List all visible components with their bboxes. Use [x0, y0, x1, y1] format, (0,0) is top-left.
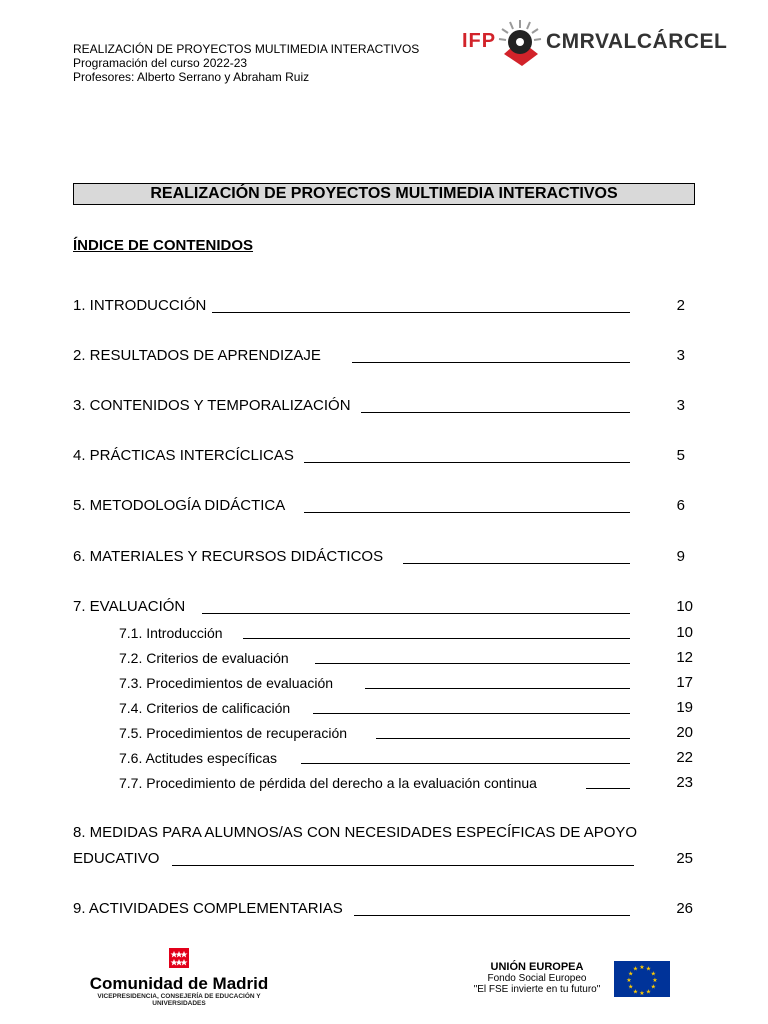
- toc-entry-label[interactable]: 4. PRÁCTICAS INTERCÍCLICAS: [73, 447, 294, 464]
- toc-leader: [352, 362, 630, 363]
- cmr-valcarcel-logo: [462, 18, 728, 68]
- svg-text:★: ★: [632, 965, 639, 973]
- toc-leader: [313, 713, 630, 714]
- svg-text:★: ★: [628, 970, 634, 978]
- toc-leader: [586, 788, 630, 789]
- toc-entry-page: 9: [676, 548, 685, 565]
- toc-entry-label[interactable]: 6. MATERIALES Y RECURSOS DIDÁCTICOS: [73, 548, 384, 565]
- toc-entry-page: 12: [676, 649, 693, 666]
- header-course-year: Programación del curso 2022-23: [73, 56, 248, 70]
- madrid-department-line1: VICEPRESIDENCIA, CONSEJERÍA DE EDUCACIÓN Y: [97, 993, 261, 1000]
- toc-subentry-label[interactable]: 7.6. Actitudes específicas: [119, 750, 277, 766]
- toc-entry-label[interactable]: 9. ACTIVIDADES COMPLEMENTARIAS: [73, 900, 343, 917]
- toc-leader: [315, 663, 630, 664]
- toc-subentry-label[interactable]: 7.2. Criterios de evaluación: [119, 650, 289, 666]
- toc-subentry-label[interactable]: 7.3. Procedimientos de evaluación: [119, 675, 334, 691]
- toc-leader: [301, 763, 630, 764]
- toc-entry-label[interactable]: 5. METODOLOGÍA DIDÁCTICA: [73, 497, 286, 514]
- toc-subentry-label[interactable]: 7.4. Criterios de calificación: [119, 700, 291, 716]
- svg-text:★: ★: [650, 983, 656, 991]
- toc-leader: [354, 915, 630, 916]
- toc-leader: [202, 613, 630, 614]
- toc-leader: [376, 738, 630, 739]
- toc-entry-page: 25: [676, 850, 693, 867]
- svg-text:★: ★: [639, 964, 645, 971]
- toc-subentry-label[interactable]: 7.1. Introducción: [119, 625, 223, 641]
- toc-leader: [361, 412, 630, 413]
- eu-flag-icon: [614, 961, 670, 997]
- eu-fund-name: Fondo Social Europeo: [487, 973, 587, 984]
- madrid-department-line2: UNIVERSIDADES: [152, 1000, 206, 1007]
- toc-leader: [212, 312, 630, 313]
- toc-entry-page: 3: [676, 397, 685, 414]
- logo-ifp-text: IFP: [462, 30, 497, 52]
- toc-leader: [304, 462, 630, 463]
- toc-entry-label[interactable]: 3. CONTENIDOS Y TEMPORALIZACIÓN: [73, 397, 351, 414]
- svg-text:★: ★: [652, 977, 658, 984]
- toc-entry-page: 26: [676, 900, 693, 917]
- toc-entry-page: 6: [676, 497, 685, 514]
- toc-subentry-label[interactable]: 7.7. Procedimiento de pérdida del derecho a la evaluación continua: [119, 775, 537, 791]
- svg-text:★: ★: [632, 988, 639, 996]
- comunidad-madrid-logo: [84, 948, 274, 1008]
- toc-entry-page: 5: [676, 447, 685, 464]
- toc-entry-page: 3: [676, 347, 685, 364]
- logo-gear-icon: [496, 18, 544, 68]
- toc-entry-label-continued[interactable]: EDUCATIVO: [73, 850, 160, 867]
- svg-text:★: ★: [645, 965, 652, 973]
- madrid-flag-icon: [169, 948, 189, 968]
- toc-entry-page: 20: [676, 724, 693, 741]
- svg-text:★: ★: [645, 988, 652, 996]
- eu-fse-block: [462, 962, 612, 995]
- svg-text:★: ★: [650, 970, 656, 978]
- toc-heading: ÍNDICE DE CONTENIDOS: [73, 237, 254, 254]
- toc-entry-page: 22: [676, 749, 693, 766]
- header-course-title: REALIZACIÓN DE PROYECTOS MULTIMEDIA INTERACTIVOS: [73, 42, 420, 56]
- svg-text:★: ★: [628, 983, 634, 991]
- toc-leader: [304, 512, 630, 513]
- madrid-name: Comunidad de Madrid: [89, 974, 269, 993]
- page-header: [73, 42, 419, 84]
- eu-title: UNIÓN EUROPEA: [490, 961, 584, 973]
- eu-slogan: "El FSE invierte en tu futuro": [473, 984, 601, 995]
- svg-text:★: ★: [626, 977, 632, 984]
- toc-entry-label[interactable]: 1. INTRODUCCIÓN: [73, 297, 207, 314]
- toc-entry-label[interactable]: 8. MEDIDAS PARA ALUMNOS/AS CON NECESIDADES ESPECÍFICAS DE APOYO: [73, 824, 638, 841]
- header-teachers: Profesores: Alberto Serrano y Abraham Ruiz: [73, 70, 310, 84]
- logo-cmr-text: CMRVALCÁRCEL: [546, 30, 728, 53]
- document-title: REALIZACIÓN DE PROYECTOS MULTIMEDIA INTERACTIVOS: [73, 183, 695, 205]
- toc-entry-page: 17: [676, 674, 693, 691]
- toc-entry-page: 10: [676, 624, 693, 641]
- toc-entry-label[interactable]: 7. EVALUACIÓN: [73, 598, 186, 615]
- toc-entry-page: 10: [676, 598, 693, 615]
- toc-leader: [172, 865, 634, 866]
- toc-subentry-label[interactable]: 7.5. Procedimientos de recuperación: [119, 725, 348, 741]
- toc-entry-label[interactable]: 2. RESULTADOS DE APRENDIZAJE: [73, 347, 321, 364]
- toc-entry-page: 2: [676, 297, 685, 314]
- toc-leader: [365, 688, 630, 689]
- toc-entry-page: 19: [676, 699, 693, 716]
- toc-leader: [243, 638, 630, 639]
- toc-entry-page: 23: [676, 774, 693, 791]
- toc-leader: [403, 563, 630, 564]
- svg-text:★: ★: [639, 990, 645, 997]
